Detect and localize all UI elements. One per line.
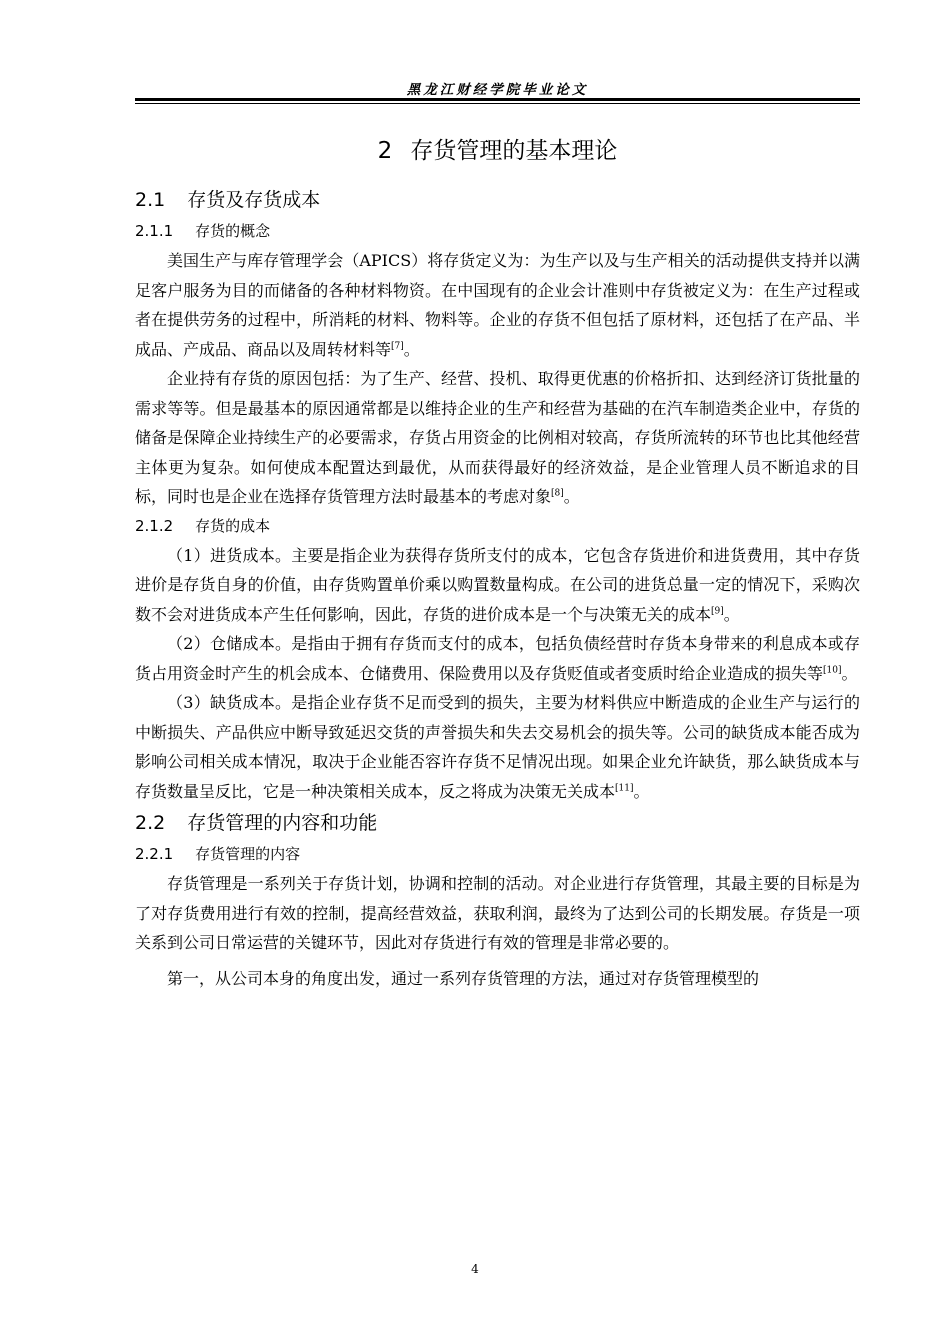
paragraph-storage-cost: （2）仓储成本。是指由于拥有存货而支付的成本，包括负债经营时存货本身带来的利息成本或存货占用资金时产生的机会成本、仓储费用、保险费用以及存货贬值或者变质时给企业造成的损失等[10]。 <box>135 634 860 683</box>
paragraph-shortage-cost: （3）缺货成本。是指企业存货不足而受到的损失，主要为材料供应中断造成的企业生产与运行的中断损失、产品供应中断导致延迟交货的声誉损失和失去交易机会的损失等。公司的缺货成本能否成为影响公司相关成本情况，取决于企业能否容许存货不足情况出现。如果企业允许缺货，那么缺货成本与存货数量呈反比，它是一种决策相关成本，反之将成为决策无关成本[11]。 <box>135 693 860 801</box>
page-content <box>135 133 860 993</box>
paragraph-first-point: 第一，从公司本身的角度出发，通过一系列存货管理的方法，通过对存货管理模型的 <box>167 968 760 988</box>
paragraph-reasons: 企业持有存货的原因包括：为了生产、经营、投机、取得更优惠的价格折扣、达到经济订货批量的需求等等。但是最基本的原因通常都是以维持企业的生产和经营为基础的在汽车制造类企业中，存货的储备是保障企业持续生产的必要需求，存货占用资金的比例相对较高，存货所流转的环节也比其他经营主体更为复杂。如何使成本配置达到最优，从而获得最好的经济效益，是企业管理人员不断追求的目标，同时也是企业在选择存货管理方法时最基本的考虑对象[8]。 <box>135 369 860 506</box>
page-number: 4 <box>471 1262 479 1276</box>
chapter-title <box>135 133 860 169</box>
header-rule-thin <box>135 103 860 104</box>
citation-9: [9] <box>711 606 724 617</box>
paragraph-inventory-management: 存货管理是一系列关于存货计划，协调和控制的活动。对企业进行存货管理，其最主要的目标是为了对存货费用进行有效的控制，提高经营效益，获取利润，最终为了达到公司的长期发展。存货是一项关系到公司日常运营的关键环节，因此对存货进行有效的管理是非常必要的。 <box>135 874 860 952</box>
subsection-heading-2-1-1: 2.1.1 存货的概念 <box>135 222 271 240</box>
paragraph-purchase-cost: （1）进货成本。主要是指企业为获得存货所支付的成本，它包含存货进价和进货费用，其中存货进价是存货自身的价值，由存货购置单价乘以购置数量构成。在公司的进货总量一定的情况下，采购次数不会对进货成本产生任何影响，因此，存货的进价成本是一个与决策无关的成本[9]。 <box>135 545 860 624</box>
citation-11: [11] <box>615 783 634 794</box>
subsection-heading-2-1-2: 2.1.2 存货的成本 <box>135 516 271 535</box>
paragraph-apics-definition: 美国生产与库存管理学会（APICS）将存货定义为：为生产以及与生产相关的活动提供支持并以满足客户服务为目的而储备的各种材料物资。在中国现有的企业会计准则中存货被定义为：在生产过程或者在提供劳务的过程中，所消耗的材料、物料等。企业的存货不但包括了原材料，还包括了在产品、半成品、产成品、商品以及周转材料等[7]。 <box>135 251 860 359</box>
subsection-heading-2-2-1: 2.2.1 存货管理的内容 <box>135 845 301 863</box>
chapter-title-text: 存货管理的基本理论 <box>410 138 618 164</box>
section-heading-2-2: 2.2 存货管理的内容和功能 <box>135 812 378 834</box>
header-rule-thick <box>135 98 860 101</box>
running-header: 黑龙江财经学院毕业论文 <box>406 82 589 98</box>
citation-10: [10] <box>823 665 842 676</box>
citation-8: [8] <box>551 488 564 499</box>
section-heading-2-1: 2.1 存货及存货成本 <box>135 189 321 211</box>
chapter-number: 2 <box>377 138 393 164</box>
citation-7: [7] <box>391 341 404 352</box>
